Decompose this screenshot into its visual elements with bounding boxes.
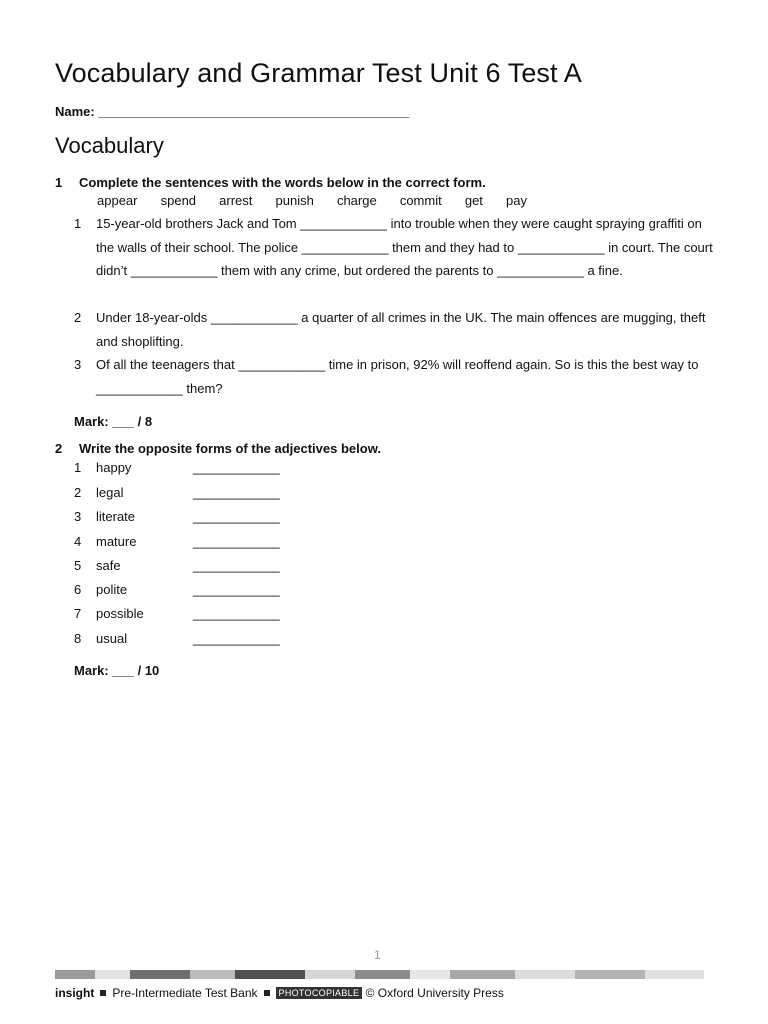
question-instruction: Complete the sentences with the words below in the correct form. (79, 175, 486, 190)
answer-blank: ____________ (193, 606, 280, 621)
item-text: Under 18-year-olds ____________ a quarter of all crimes in the UK. The main offences are mugging, theft and shoplifting. (96, 310, 706, 349)
question-number: 1 (55, 175, 63, 190)
word-bank-item: get (464, 193, 483, 208)
adjective: literate (96, 509, 136, 524)
item-text: 15-year-old brothers Jack and Tom ____________ into trouble when they were caught spraying graffiti on the walls of their school. The police ____________ them and they had to ____________ in court. The court didn’t ____________ them with any crime, but ordered the parents to ____________ a fine. (96, 216, 713, 278)
footer-series: Pre-Intermediate Test Bank (112, 986, 258, 1000)
adjective: polite (96, 582, 128, 597)
item-number: 5 (74, 558, 82, 573)
word-bank-item: charge (336, 193, 377, 208)
item-number: 4 (74, 534, 82, 549)
word-bank-item: punish (275, 193, 314, 208)
footer (55, 986, 504, 1000)
answer-blank: ____________ (193, 485, 280, 500)
word-bank-item: pay (506, 193, 528, 208)
name-label: Name: (55, 104, 95, 119)
item-number: 3 (74, 357, 82, 372)
word-bank (97, 193, 547, 208)
item-number: 2 (74, 310, 82, 325)
brand-logo: insight (55, 986, 95, 1000)
section-title: Vocabulary (55, 133, 164, 158)
item-number: 1 (74, 216, 82, 231)
item-number: 8 (74, 631, 82, 646)
item-number: 7 (74, 606, 82, 621)
adjective: mature (96, 534, 137, 549)
word-bank-item: arrest (219, 193, 253, 208)
answer-blank: ____________ (193, 460, 280, 475)
footer-publisher: © Oxford University Press (365, 986, 504, 1000)
item-number: 2 (74, 485, 82, 500)
square-bullet-icon (100, 990, 106, 996)
answer-blank: ____________ (193, 558, 280, 573)
adjective: possible (96, 606, 144, 621)
item-text: Of all the teenagers that ____________ time in prison, 92% will reoffend again. So is this the best way to ____________ them? (96, 357, 699, 396)
page-number: 1 (374, 948, 381, 962)
item-number: 3 (74, 509, 82, 524)
adjective: safe (96, 558, 121, 573)
name-blank: ___________________________________________ (98, 104, 410, 119)
answer-blank: ____________ (193, 631, 280, 646)
question-1-heading (55, 175, 486, 190)
footer-banner-image (55, 970, 704, 979)
adjective: usual (96, 631, 128, 646)
item-number: 1 (74, 460, 82, 475)
adjective: legal (96, 485, 124, 500)
question-instruction: Write the opposite forms of the adjectives below. (79, 441, 381, 456)
answer-blank: ____________ (193, 582, 280, 597)
name-field (55, 104, 409, 119)
question-number: 2 (55, 441, 63, 456)
mark-q2: Mark: ___ / 10 (74, 663, 160, 678)
answer-blank: ____________ (193, 509, 280, 524)
word-bank-item: spend (160, 193, 197, 208)
square-bullet-icon (264, 990, 270, 996)
photocopiable-badge: PHOTOCOPIABLE (276, 987, 363, 999)
page-title: Vocabulary and Grammar Test Unit 6 Test A (55, 58, 582, 88)
answer-blank: ____________ (193, 534, 280, 549)
adjective: happy (96, 460, 132, 475)
word-bank-item: commit (399, 193, 442, 208)
word-bank-item: appear (97, 193, 138, 208)
item-number: 6 (74, 582, 82, 597)
question-2-heading (55, 441, 381, 456)
mark-q1: Mark: ___ / 8 (74, 414, 153, 429)
